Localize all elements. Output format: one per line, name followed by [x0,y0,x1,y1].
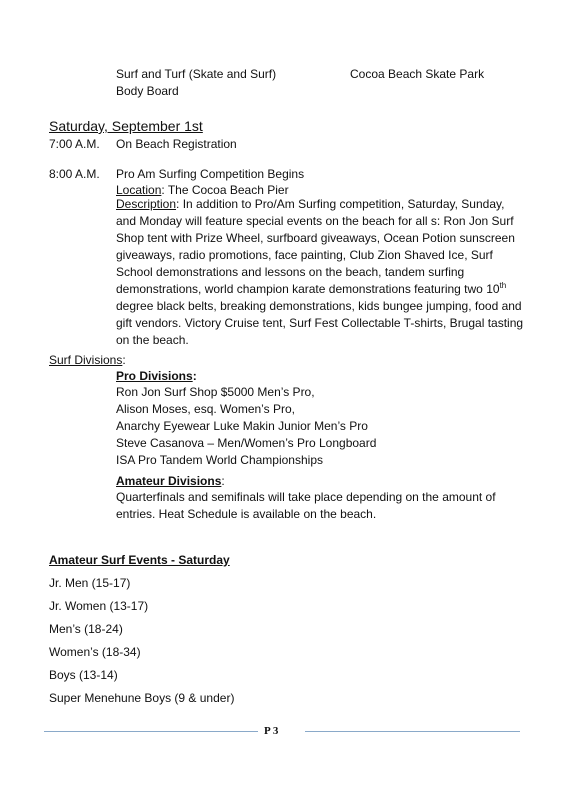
day-header: Saturday, September 1st [49,118,203,134]
footer-rule-left [44,731,258,732]
amateur-divisions-colon: : [221,474,225,488]
schedule-time: 7:00 A.M. [49,137,100,151]
location-value: : The Cocoa Beach Pier [161,183,289,197]
surf-divisions-colon: : [122,353,126,367]
footer-rule-right [305,731,520,732]
amateur-divisions-text: Quarterfinals and semifinals will take place depending on the amount of entries. Heat Schedule is available on the beach. [116,490,496,521]
list-item: Jr. Women (13-17) [49,599,149,613]
list-item: Jr. Men (15-17) [49,576,131,590]
list-item: Anarchy Eyewear Luke Makin Junior Men’s Pro [116,419,368,433]
pro-divisions-colon: : [192,369,197,383]
description-superscript: th [499,281,507,290]
list-item: Alison Moses, esq. Women’s Pro, [116,402,295,416]
list-item: Steve Casanova – Men/Women’s Pro Longboard [116,436,377,450]
amateur-divisions-label: Amateur Divisions [116,474,222,488]
surf-divisions-heading [49,352,126,369]
description-label: Description [116,197,177,211]
schedule-event: On Beach Registration [116,137,237,151]
list-item: Men’s (18-24) [49,622,123,636]
list-item: Women’s (18-34) [49,645,141,659]
surf-divisions-label: Surf Divisions [49,353,123,367]
top-event-name: Surf and Turf (Skate and Surf) [116,67,277,81]
list-item: ISA Pro Tandem World Championships [116,453,323,467]
page-number: P 3 [264,725,279,737]
top-event-name-line2: Body Board [116,84,179,98]
description-text: : In addition to Pro/Am Surfing competition, Saturday, Sunday, and Monday will feature special events on the beach for all s: Ron Jon Surf Shop tent with Prize Wheel, surfboard giveaways, Ocean Potion sunscreen giveaways, radio promotions, face painting, Club Zion Shaved Ice, Surf School demonstrations and lessons on the beach, tandem surfing demonstrations, world champion karate demonstrations featuring two 10 [116,197,515,296]
top-event-location: Cocoa Beach Skate Park [350,67,485,81]
list-item: Boys (13-14) [49,668,118,682]
amateur-events-heading: Amateur Surf Events - Saturday [49,553,230,567]
amateur-divisions-heading [116,473,225,490]
description-paragraph [116,196,526,349]
location-label: Location [116,183,162,197]
list-item: Ron Jon Surf Shop $5000 Men’s Pro, [116,385,315,399]
pro-divisions-label: Pro Divisions [116,369,193,383]
schedule-time: 8:00 A.M. [49,167,100,181]
pro-divisions-heading [116,368,197,385]
description-text-cont: degree black belts, breaking demonstrations, kids bungee jumping, food and gift vendors. Victory Cruise tent, Surf Fest Collectable T-shirts, Brugal tasting on the beach. [116,299,524,347]
list-item: Super Menehune Boys (9 & under) [49,691,235,705]
schedule-event: Pro Am Surfing Competition Begins [116,167,305,181]
pro-divisions-list [116,384,376,469]
amateur-events-list [49,575,234,713]
